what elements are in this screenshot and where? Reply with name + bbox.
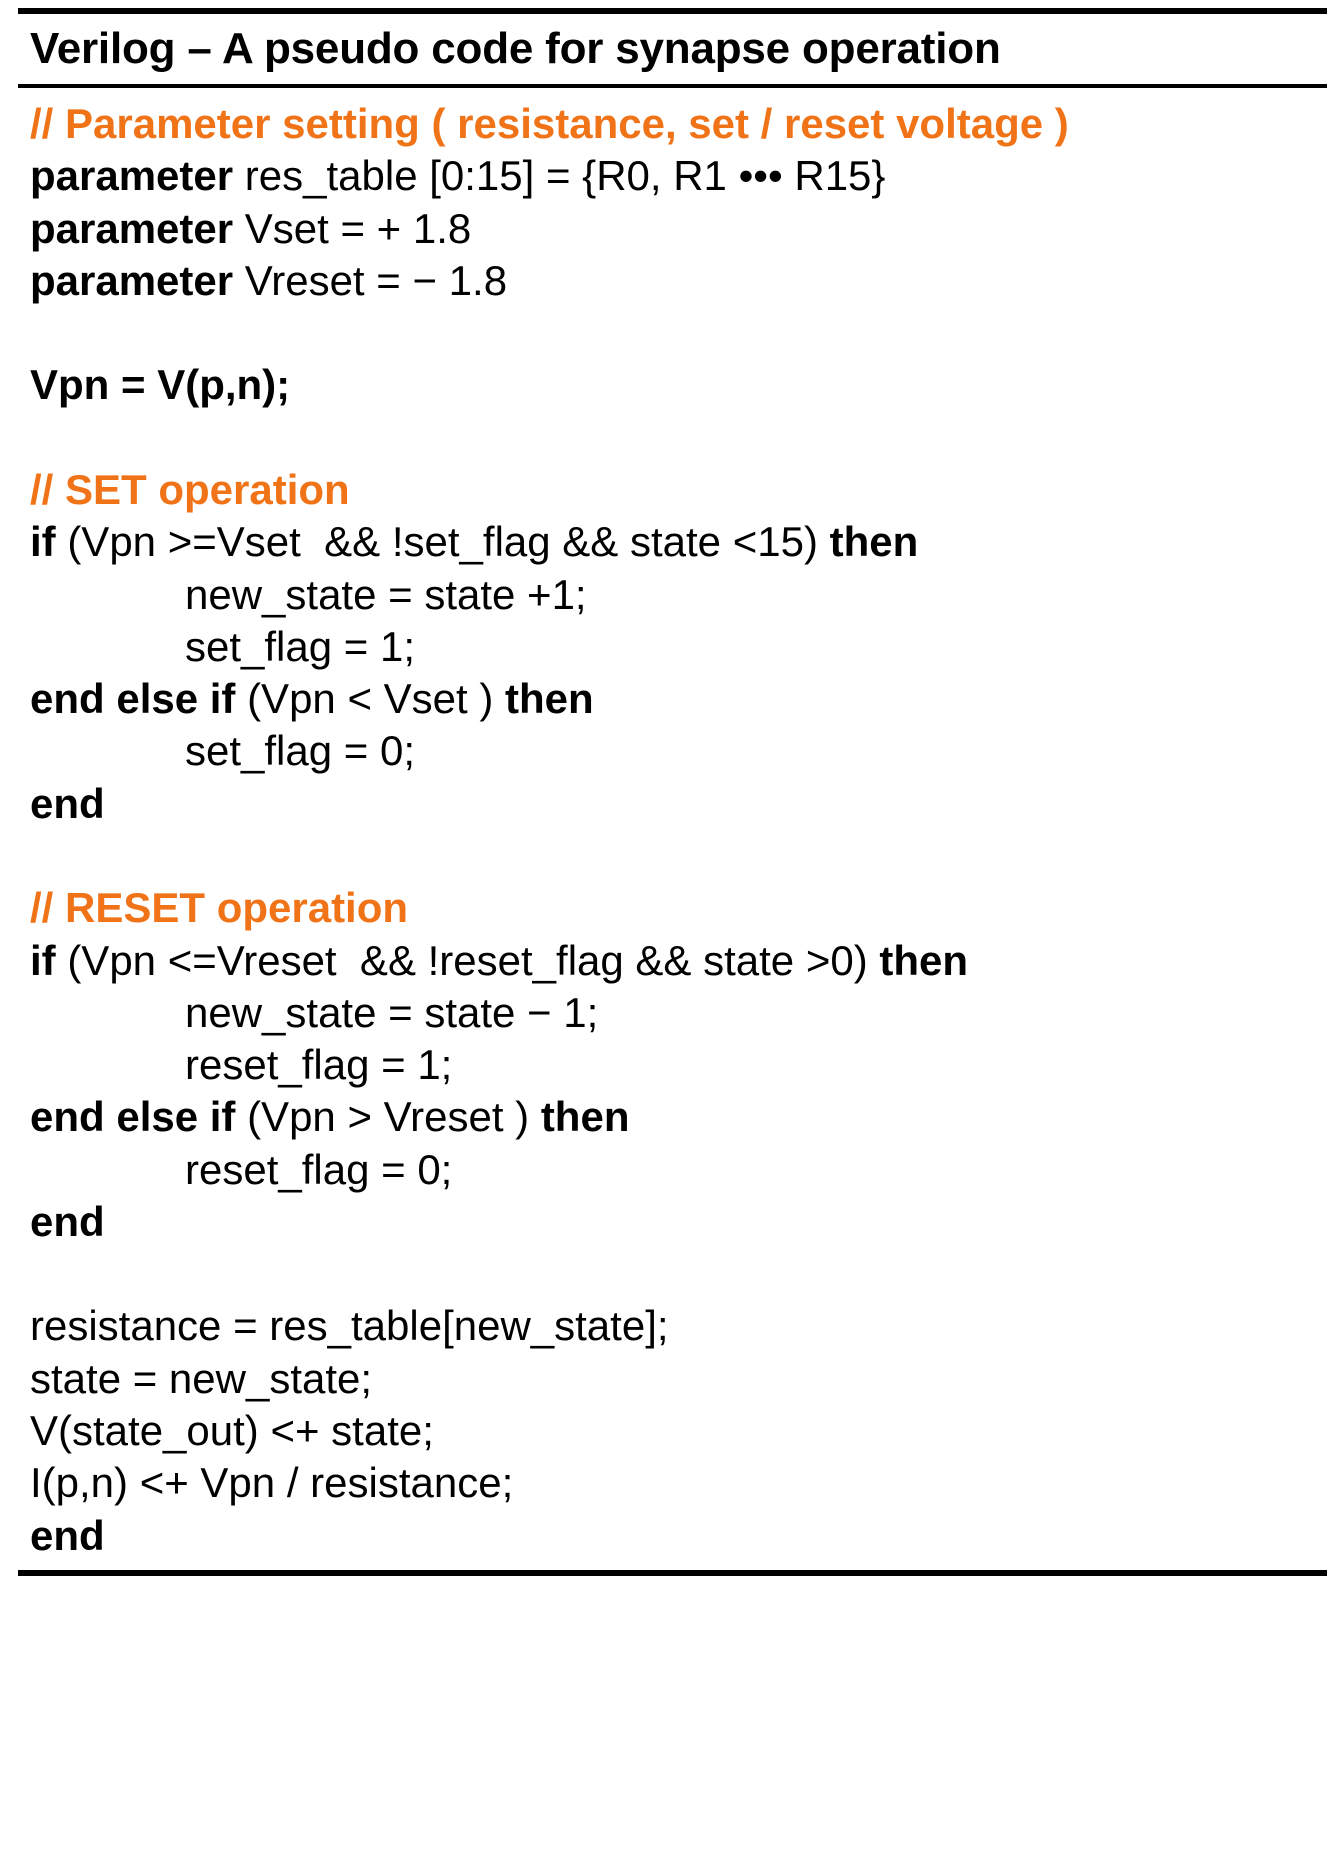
code-text: Vset = + 1.8 (233, 204, 472, 252)
code-text: Vpn = V(p,n); (30, 361, 291, 409)
code-keyword: parameter (30, 152, 234, 200)
page-title: Verilog – A pseudo code for synapse operation (30, 24, 1001, 73)
code-text: state = new_state; (30, 1354, 373, 1402)
code-line (30, 882, 1327, 934)
code-comment: // SET operation (30, 465, 350, 513)
code-line (30, 359, 1327, 411)
code-text: end (30, 779, 105, 827)
code-line (30, 673, 1327, 725)
code-text: end (30, 1511, 105, 1559)
page (0, 8, 1341, 1854)
code-text: end (30, 1197, 105, 1245)
code-keyword: parameter (30, 256, 234, 304)
code-keyword-then: then (540, 1093, 630, 1141)
code-keyword: parameter (30, 204, 234, 252)
code-line (30, 725, 1327, 777)
code-text: new_state = state +1; (185, 570, 587, 618)
code-line (30, 1091, 1327, 1143)
code-blank-line (30, 412, 1327, 464)
code-line (30, 1405, 1327, 1457)
code-line (30, 1039, 1327, 1091)
code-text: res_table [0:15] = {R0, R1 ••• R15} (233, 152, 886, 200)
code-text: (Vpn >=Vset && !set_flag && state <15) (55, 518, 830, 566)
code-body (18, 88, 1327, 1570)
code-line (30, 1300, 1327, 1352)
code-line (30, 621, 1327, 673)
code-comment: // RESET operation (30, 884, 409, 932)
code-text: resistance = res_table[new_state]; (30, 1302, 669, 1350)
code-text: (Vpn <=Vreset && !reset_flag && state >0) (55, 936, 880, 984)
code-keyword-then: then (829, 518, 919, 566)
code-text: (Vpn > Vreset ) (235, 1093, 541, 1141)
code-text: reset_flag = 1; (185, 1041, 453, 1089)
code-line (30, 464, 1327, 516)
code-line (30, 98, 1327, 150)
code-line (30, 935, 1327, 987)
code-line (30, 255, 1327, 307)
code-blank-line (30, 1248, 1327, 1300)
code-text: set_flag = 0; (185, 727, 415, 775)
code-line (30, 1353, 1327, 1405)
code-line (30, 1196, 1327, 1248)
code-line (30, 1144, 1327, 1196)
code-line (30, 203, 1327, 255)
code-text: V(state_out) <+ state; (30, 1407, 434, 1455)
pseudocode-box (18, 8, 1327, 1576)
code-text: reset_flag = 0; (185, 1145, 453, 1193)
code-line (30, 150, 1327, 202)
code-text: (Vpn < Vset ) (235, 675, 506, 723)
code-line (30, 1457, 1327, 1509)
title-row (18, 14, 1327, 88)
code-text: set_flag = 1; (185, 622, 415, 670)
code-line (30, 569, 1327, 621)
code-blank-line (30, 307, 1327, 359)
code-text: Vreset = − 1.8 (233, 256, 508, 304)
code-line (30, 1510, 1327, 1562)
code-text: I(p,n) <+ Vpn / resistance; (30, 1459, 514, 1507)
code-keyword: if (30, 936, 56, 984)
code-comment: // Parameter setting ( resistance, set / reset voltage ) (30, 100, 1069, 147)
code-line (30, 987, 1327, 1039)
code-text: new_state = state − 1; (185, 988, 599, 1036)
code-keyword: end else if (30, 675, 236, 723)
code-keyword: end else if (30, 1093, 236, 1141)
code-blank-line (30, 830, 1327, 882)
code-line (30, 778, 1327, 830)
code-line (30, 516, 1327, 568)
code-keyword-then: then (505, 675, 594, 723)
code-keyword: if (30, 518, 56, 566)
code-keyword-then: then (879, 936, 969, 984)
